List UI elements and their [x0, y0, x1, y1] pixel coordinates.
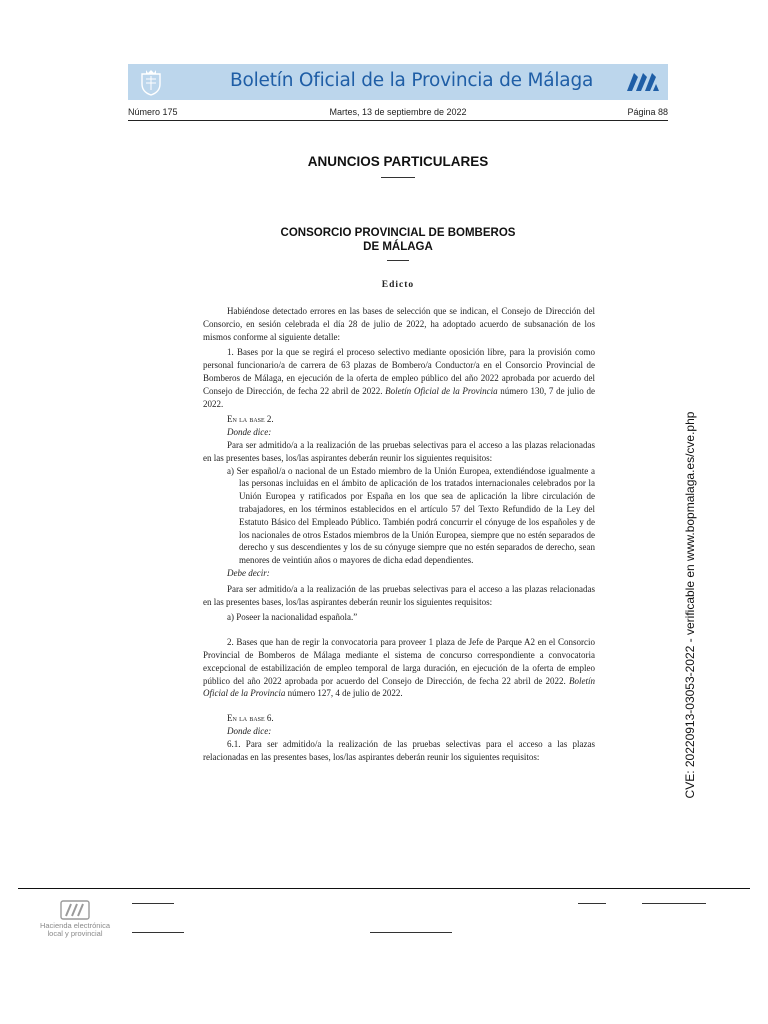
cve-verification-text: CVE: 20220913-03053-2022 - verificable en www.bopmalaga.es/cve.php — [683, 411, 697, 799]
debe-decir-label: Debe decir: — [227, 567, 270, 578]
base-2-item-a-corrected: a) Poseer la nacionalidad española.” — [227, 612, 358, 623]
entity-name-line1: CONSORCIO PROVINCIAL DE BOMBEROS — [280, 227, 516, 239]
point-1-bulletin-ref: Boletín Oficial de la Provincia — [385, 385, 498, 396]
issue-info-bar — [128, 106, 668, 121]
bulletin-title: Boletín Oficial de la Provincia de Málaga — [230, 70, 594, 91]
page-number: Página 88 — [627, 107, 668, 117]
signature-line — [132, 903, 174, 904]
edicto-heading: Edicto — [381, 280, 415, 290]
base-6-paragraph: 6.1. Para ser admitido/a la realización de las pruebas selectivas para el acceso a las plazas relacionadas en las presentes bases, los/las aspirantes deberán reunir los siguientes requisitos: — [203, 738, 595, 762]
signature-line — [132, 932, 184, 933]
point-2-paragraph: 2. Bases que han de regir la convocatoria para proveer 1 plaza de Jefe de Parque A2 en el Consorcio Provincial de Bomberos de Málaga mediante el sistema de concurso correspondiente a convocatoria excepcional de estabilización de empleo temporal de larga duración, en ejecución de la oferta de empleo público del año 2022 aprobada por acuerdo del Consejo de Dirección, de fecha 22 abril de 2022. Boletín Oficial de la Provincia número 127, 4 de julio de 2022. — [203, 637, 595, 699]
section-divider — [381, 177, 415, 178]
entity-divider — [387, 260, 409, 261]
signature-line — [578, 903, 606, 904]
entity-name-line2: DE MÁLAGA — [363, 241, 433, 253]
issue-date: Martes, 13 de septiembre de 2022 — [329, 107, 467, 117]
donde-dice-label: Donde dice: — [227, 427, 272, 438]
header-banner — [128, 64, 668, 100]
diputacion-crest-icon — [138, 68, 164, 96]
footer-divider — [18, 888, 750, 889]
entity-name — [200, 226, 596, 254]
base-2-item-a: a) Ser español/a o nacional de un Estado miembro de la Unión Europea, extendiéndose igualmente a las personas incluidas en el ámbito de aplicación de los tratados internacionales celebrados por la Unión Europea y ratificados por España en los que sea de aplicación la libre circulación de trabajadores, en los términos establecidos en el artículo 57 del Texto Refundido de la Ley del Estatuto Básico del Empleado Público. También podrá concurrir el cónyuge de los españoles y de los nacionales de otros Estados miembros de la Unión Europea, siempre que no estén separados de derecho y sus descendientes y los de su cónyuge siempre que no estén separados de derecho, sean menores de veintiún años o mayores de dicha edad dependientes. — [227, 465, 595, 566]
base-2-heading: En la base 2. — [227, 414, 274, 425]
signature-line — [642, 903, 706, 904]
hacienda-logo-icon — [60, 900, 90, 920]
issue-number: Número 175 — [128, 107, 178, 117]
point-1-paragraph: 1. Bases por la que se regirá el proceso selectivo mediante oposición libre, para la provisión como personal funcionario/a de carrera de 63 plazas de Bombero/a Conductor/a en el Consorcio Provincial de Bomberos de Málaga, en ejecución de la oferta de empleo público del año 2022 aprobada por acuerdo del Consejo de Dirección, de fecha 22 abril de 2022. Boletín Oficial de la Provincia número 130, 7 de julio de 2022. — [203, 347, 595, 409]
section-title: ANUNCIOS PARTICULARES — [307, 154, 489, 169]
base-6-heading: En la base 6. — [227, 713, 274, 724]
donde-dice-label-2: Donde dice: — [227, 725, 272, 736]
signature-line — [370, 932, 452, 933]
base-2-paragraph-corrected: Para ser admitido/a a la realización de las pruebas selectivas para el acceso a las plazas relacionadas en las presentes bases, los/las aspirantes deberán reunir los siguientes requisitos: — [203, 583, 595, 607]
point-2-bulletin-ref: Boletín Oficial de la Provincia — [203, 675, 595, 699]
base-2-paragraph: Para ser admitido/a a la realización de las pruebas selectivas para el acceso a las plazas relacionadas en las presentes bases, los/las aspirantes deberán reunir los siguientes requisitos: — [203, 439, 595, 463]
intro-paragraph: Habiéndose detectado errores en las bases de selección que se indican, el Consejo de Dirección del Consorcio, en sesión celebrada el día 28 de julio de 2022, ha adoptado acuerdo de subsanación de los mismos conforme al siguiente detalle: — [203, 306, 595, 342]
edict-body — [203, 305, 595, 763]
bop-logo-icon — [626, 72, 660, 92]
hacienda-electronica-logo: Hacienda electrónica local y provincial — [30, 898, 120, 944]
